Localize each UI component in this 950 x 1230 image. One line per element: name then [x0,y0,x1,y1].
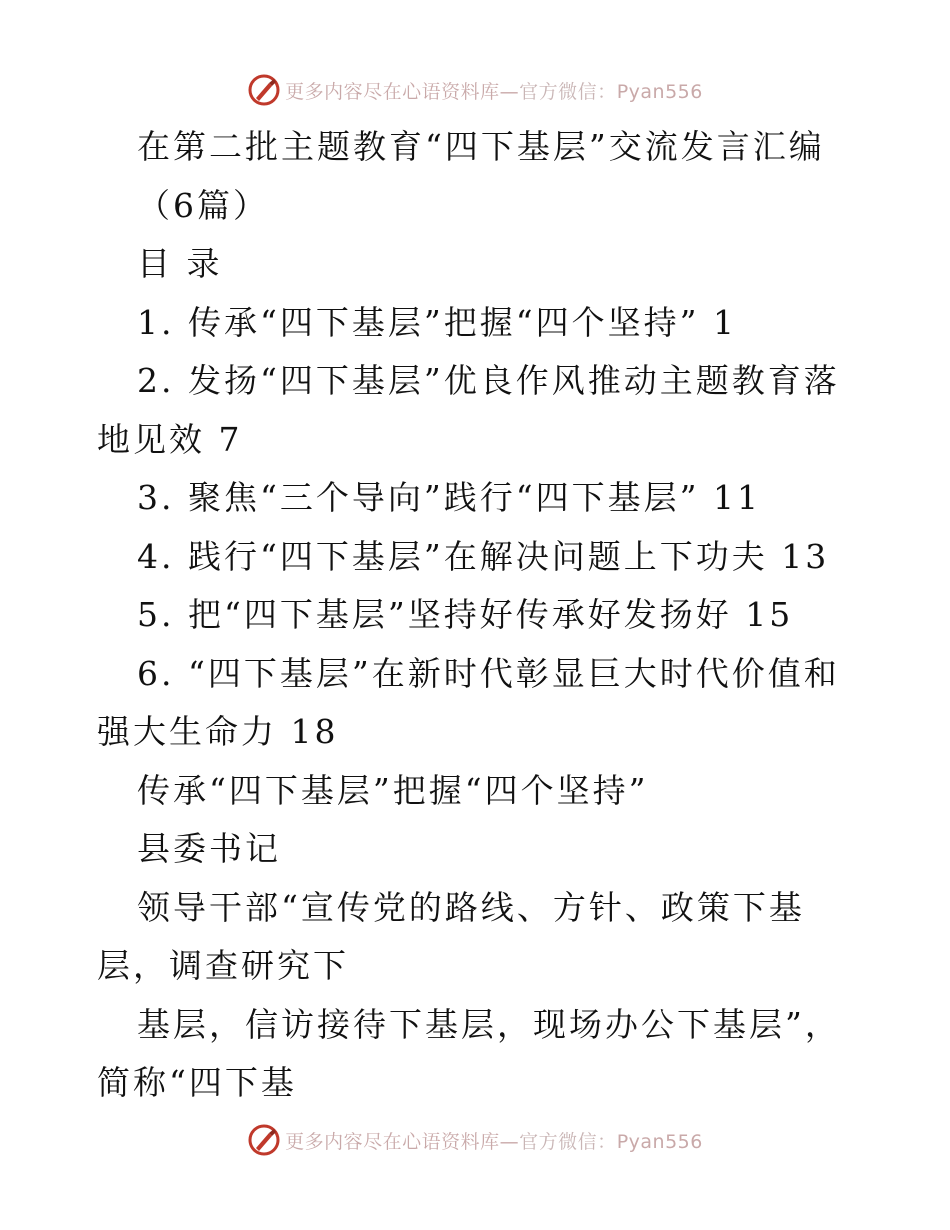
doc-title-count: （6篇） [137,185,269,225]
watermark-text: 更多内容尽在心语资料库—官方微信：Pyan556 [285,1130,703,1153]
body-paragraph: 领导干部“宣传党的路线、方针、政策下基层，调查研究下 [97,887,805,985]
toc-entry: 4. 践行“四下基层”在解决问题上下功夫 13 [137,536,830,576]
watermark-header [0,70,950,110]
toc-entry: 5. 把“四下基层”坚持好传承好发扬好 15 [137,595,794,634]
document-body [97,118,857,1113]
toc-entry: 1. 传承“四下基层”把握“四个坚持” 1 [137,302,737,342]
author: 县委书记 [137,829,281,868]
pen-logo-icon [247,1123,281,1157]
toc-entry: 2. 发扬“四下基层”优良作风推动主题教育落地见效 7 [97,361,840,459]
toc-heading: 目 录 [137,244,223,283]
watermark-text: 更多内容尽在心语资料库—官方微信：Pyan556 [285,80,703,103]
section-title: 传承“四下基层”把握“四个坚持” [137,770,649,810]
toc-entry: 6. “四下基层”在新时代彰显巨大时代价值和强大生命力 18 [97,653,840,751]
toc-entry: 3. 聚焦“三个导向”践行“四下基层” 11 [137,478,761,517]
pen-logo-icon [247,73,281,107]
watermark-footer [0,1120,950,1160]
body-paragraph: 基层，信访接待下基层，现场办公下基层”，简称“四下基 [97,1004,841,1102]
doc-title: 在第二批主题教育“四下基层”交流发言汇编 [137,127,825,166]
